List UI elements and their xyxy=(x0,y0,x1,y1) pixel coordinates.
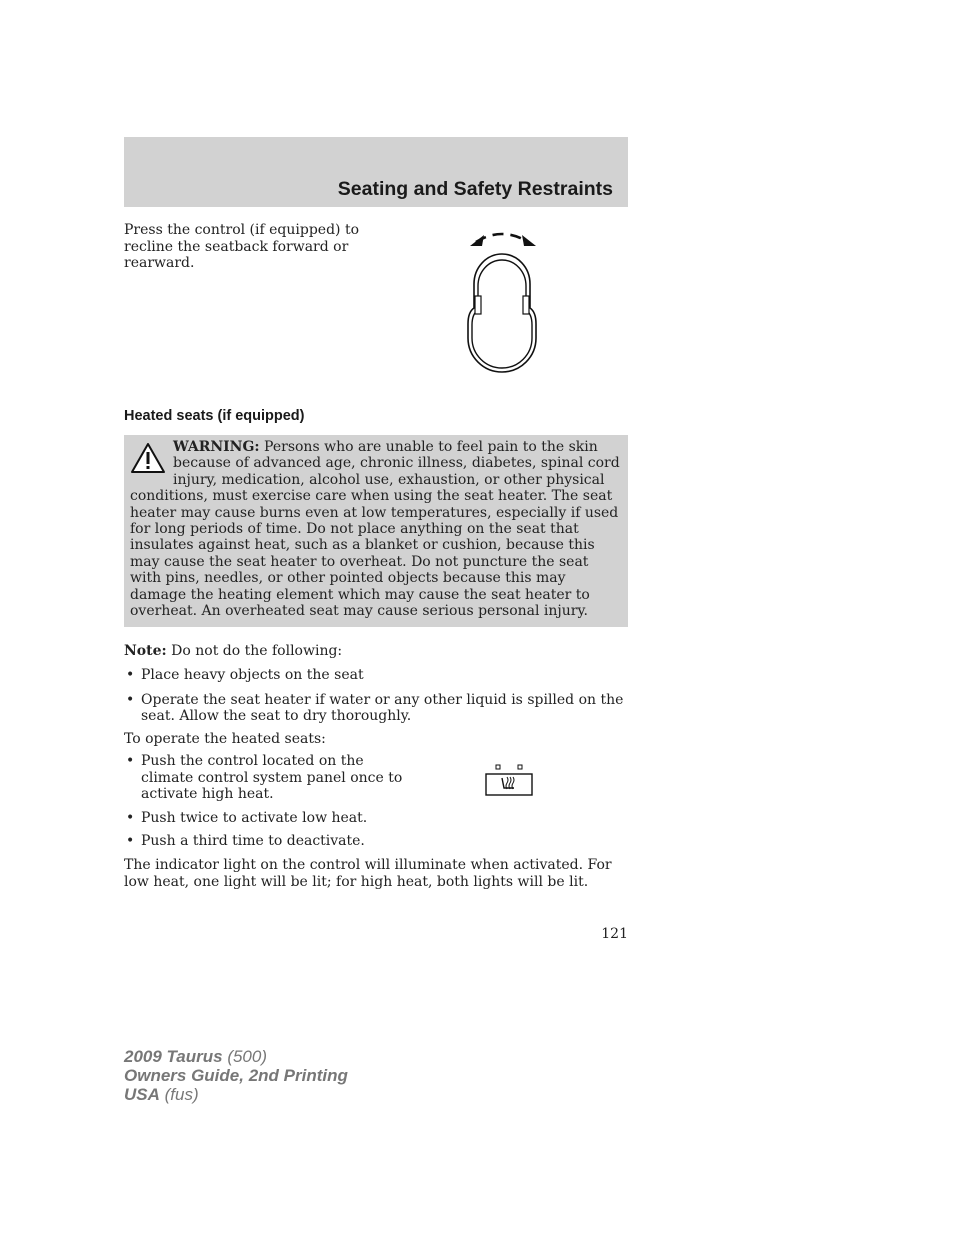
heated-seat-button-icon xyxy=(484,764,536,802)
page-number: 121 xyxy=(601,926,628,942)
list-item: • Operate the seat heater if water or any other liquid is spilled on the seat. Allow the seat to dry thoroughly. xyxy=(124,692,624,725)
heated-seats-heading: Heated seats (if equipped) xyxy=(124,408,305,424)
footer-market-code: (fus) xyxy=(159,1085,199,1104)
section-title: Seating and Safety Restraints xyxy=(337,178,613,200)
footer-model: 2009 Taurus xyxy=(124,1047,223,1066)
operate-intro: To operate the heated seats: xyxy=(124,731,326,747)
list-item: • Push twice to activate low heat. xyxy=(124,810,441,827)
operate-steps-list xyxy=(124,753,404,857)
recline-instruction: Press the control (if equipped) to recline the seatback forward or rearward. xyxy=(124,222,360,271)
footer-line-3 xyxy=(124,1085,348,1104)
document-footer xyxy=(124,1047,348,1104)
warning-body: Persons who are unable to feel pain to the skin because of advanced age, chronic illness, diabetes, spinal cord injury, medication, alcohol use, exhaustion, or other physical conditions, must exercise care when using the seat heater. The seat heater may cause burns even at low temperatures, especially if used for long periods of time. Do not place anything on the seat that insulates against heat, such as a blanket or cushion, because this may cause the seat heater to overheat. Do not puncture the seat with pins, needles, or other pointed objects because this may damage the heating element which may cause the seat heater to overheat. An overheated seat may cause serious personal injury. xyxy=(130,439,620,620)
footer-line-1 xyxy=(124,1047,348,1066)
footer-model-code: (500) xyxy=(222,1047,268,1066)
section-header xyxy=(124,137,628,207)
warning-text xyxy=(130,439,621,619)
indicator-explanation: The indicator light on the control will illuminate when activated. For low heat, one light will be lit; for high heat, both lights will be lit. xyxy=(124,857,612,890)
footer-market: USA xyxy=(124,1085,160,1104)
list-item: • Place heavy objects on the seat xyxy=(124,667,624,684)
do-not-list xyxy=(124,667,624,733)
warning-label: WARNING: xyxy=(173,439,260,455)
list-item: • Push a third time to deactivate. xyxy=(124,833,404,850)
note-line xyxy=(124,643,342,660)
seat-recline-control-icon xyxy=(460,226,544,382)
note-label: Note: xyxy=(124,643,167,659)
warning-triangle-icon xyxy=(130,441,166,475)
warning-box xyxy=(124,435,628,627)
footer-line-2: Owners Guide, 2nd Printing xyxy=(124,1066,348,1085)
list-item: • Push the control located on the climate control system panel once to activate high heat. xyxy=(124,753,404,803)
note-text: Do not do the following: xyxy=(171,643,343,659)
